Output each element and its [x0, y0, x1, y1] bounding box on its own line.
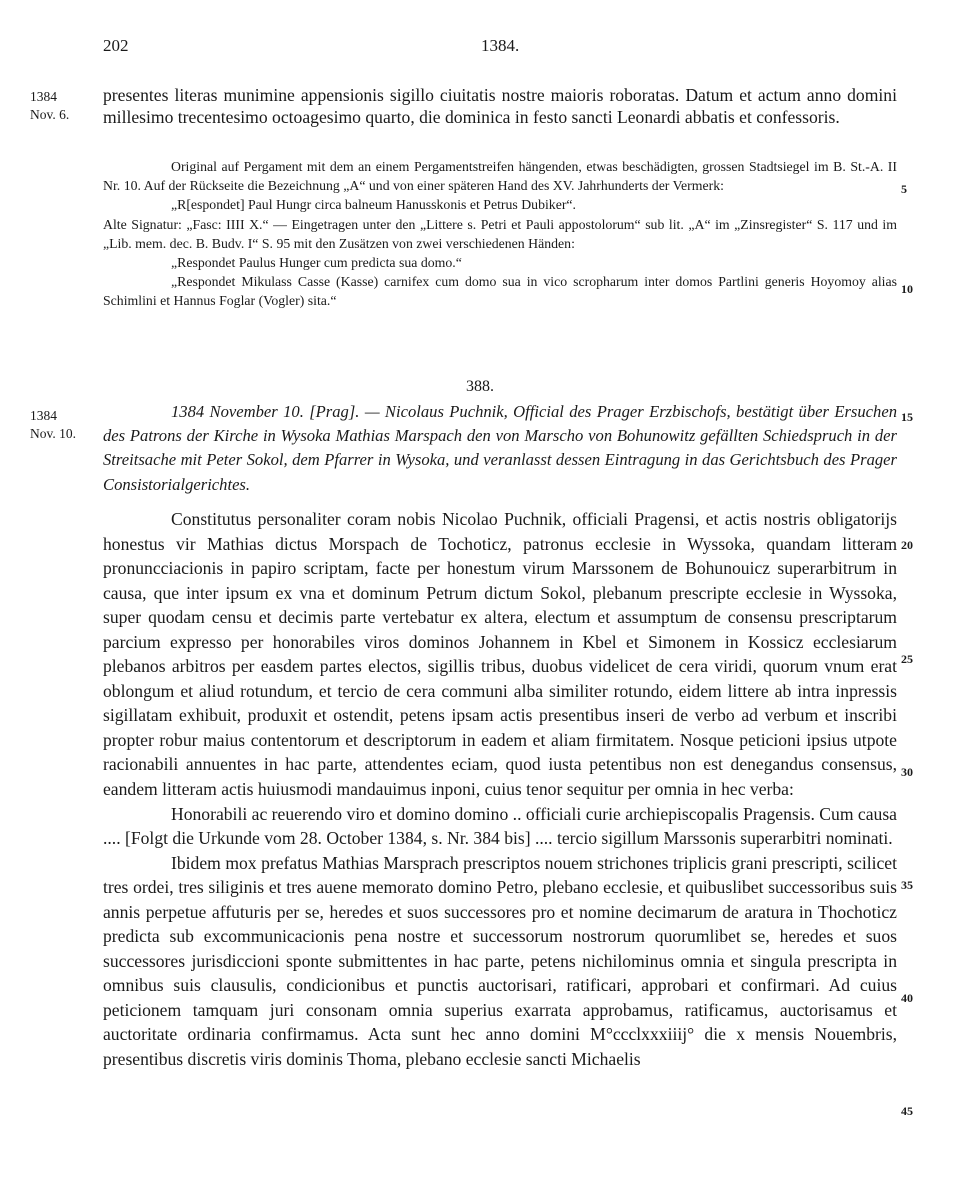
- margin-date-day: Nov. 10.: [30, 426, 76, 441]
- note-paragraph: „Respondet Mikulass Casse (Kasse) carnifex cum domo sua in vico scropharum inter domos Partlini generis Hoyomoy alias Schimlini et Hannus Foglar (Vogler) sita.“: [103, 274, 897, 309]
- line-number: 15: [901, 410, 913, 424]
- regest: [103, 400, 897, 497]
- body-paragraph: Constitutus personaliter coram nobis Nicolao Puchnik, officiali Pragensi, et actis nostris obligatorijs honestus vir Mathias dictus Morspach de Tochoticz, patronus ecclesie in Wyssoka, quandam litteram pronuncciacionis in papiro scriptam, facte per honestum virum Marssonem de Bohunouicz superarbitrum in causa, que inter ipsum ex vna et dominum Petrum dictum Sokol, plebanum prescripte ecclesie in Wyssoka, super quodam censu et decimis parte vertebatur ex altera, electum et assumptum de consensu prescriptarum parcium expresso per honorabiles viros dominos Johannem in Kbel et Simonem in Kossicz ecclesiarum plebanos arbitros per easdem partes electos, sigillis tribus, duobus videlicet de cera viridi, quorum vnum erat oblongum et aliud rotundum, et tercio de cera communi alba similiter rotundo, eidem littere ab intra inpressis sigillatam exhibuit, produxit et ostendit, petens ipsam actis presentibus inseri de verbo ad verbum et inscribi propter robur maius contentorum et descriptorum in eadem et aliam firmitatem. Nosque peticioni ipsius utpote racionabili annuentes in hac parte, attendentes eciam, quod iusta petentibus non est denegandus consensus, eandem litteram actis huiusmodi mandauimus inponi, cuius tenor sequitur per omnia in hec verba:: [103, 509, 897, 800]
- regest-text: 1384 November 10. [Prag]. — Nicolaus Puchnik, Official des Prager Erzbischofs, bestätigt über Ersuchen des Patrons der Kirche in Wysoka Mathias Marspach den von Marscho von Bohunowitz gefällten Schiedspruch in der Streitsache mit Peter Sokol, dem Pfarrer in Wysoka, und veranlasst dessen Eintragung in das Gerichtsbuch des Prager Consistorialgerichtes.: [103, 402, 897, 494]
- margin-date-388: [30, 407, 90, 443]
- margin-date-day: Nov. 6.: [30, 107, 70, 122]
- charter-body: [103, 507, 897, 1072]
- line-number: 40: [901, 991, 913, 1005]
- margin-date-previous: [30, 88, 90, 124]
- running-head-year: 1384.: [481, 36, 520, 55]
- line-number: 35: [901, 878, 913, 892]
- line-number: 45: [901, 1104, 913, 1118]
- body-paragraph: Honorabili ac reuerendo viro et domino domino .. officiali curie archiepiscopalis Pragensis. Cum causa .... [Folgt die Urkunde vom 28. October 1384, s. Nr. 384 bis] .... tercio sigillum Marssonis superarbitri nominati.: [103, 803, 897, 849]
- note-paragraph: Original auf Pergament mit dem an einem Pergamentstreifen hängenden, etwas beschädigten, grossen Stadtsiegel im B. St.-A. II Nr. 10. Auf der Rückseite die Bezeichnung „A“ und von einer späteren Hand des XV. Jahrhunderts der Vermerk:: [103, 159, 897, 194]
- note-paragraph: „Respondet Paulus Hunger cum predicta sua domo.“: [171, 255, 462, 271]
- note-paragraph: Alte Signatur: „Fasc: IIII X.“ — Eingetragen unter den „Littere s. Petri et Pauli appostolorum“ sub lit. „A“ im „Zinsregister“ S. 117 und im „Lib. mem. dec. B. Budv. I“ S. 95 mit den Zusätzen von zwei verschiedenen Händen:: [103, 216, 897, 251]
- document-number: 388.: [466, 378, 494, 395]
- line-number: 10: [901, 282, 913, 296]
- note-paragraph: „R[espondet] Paul Hungr circa balneum Hanusskonis et Petrus Dubiker“.: [171, 197, 576, 213]
- line-number: 30: [901, 765, 913, 779]
- line-number: 20: [901, 538, 913, 552]
- margin-date-year: 1384: [30, 89, 57, 104]
- previous-charter-ending: [103, 84, 897, 129]
- page-number: 202: [103, 36, 129, 55]
- running-head: [0, 36, 960, 58]
- line-number: 25: [901, 652, 913, 666]
- line-number: 5: [901, 182, 907, 196]
- charter-closing-text: presentes literas munimine appensionis sigillo ciuitatis nostre maioris roboratas. Datum et actum anno domini millesimo trecentesimo octoagesimo quarto, die dominica in festo sancti Leonardi abbatis et confessoris.: [103, 85, 897, 128]
- body-paragraph: Ibidem mox prefatus Mathias Marsprach prescriptos nouem strichones triplicis grani prescripti, scilicet tres ordei, tres siliginis et tres auene memorato domino Petro, plebano ecclesie, et quibuslibet successoribus suis annis perpetue affuturis per se, heredes et suos successores pro et nomine decimarum de aratura in Thochoticz predicta sub excommunicacionis pena nostre et successorum nostrorum quorumlibet se, heredes et suos successores jurisdiccioni sponte submittentes in hac parte, petens nichilominus omnia et singula prescripta in omnibus suis clausulis, condicionibus et punctis auctorisari, ratificari, approbari et confirmari. Ad cuius peticionem tamquam juri consonam omnia superius exarrata approbamus, ratificamus, auctorisamus et auctoritate ordinaria confirmamus. Acta sunt hec anno domini M°ccclxxxiiij° die x mensis Nouembris, presentibus discretis viris dominis Thoma, plebano ecclesie sancti Michaelis: [103, 852, 897, 1070]
- editorial-note: [103, 157, 897, 311]
- margin-date-year: 1384: [30, 408, 57, 423]
